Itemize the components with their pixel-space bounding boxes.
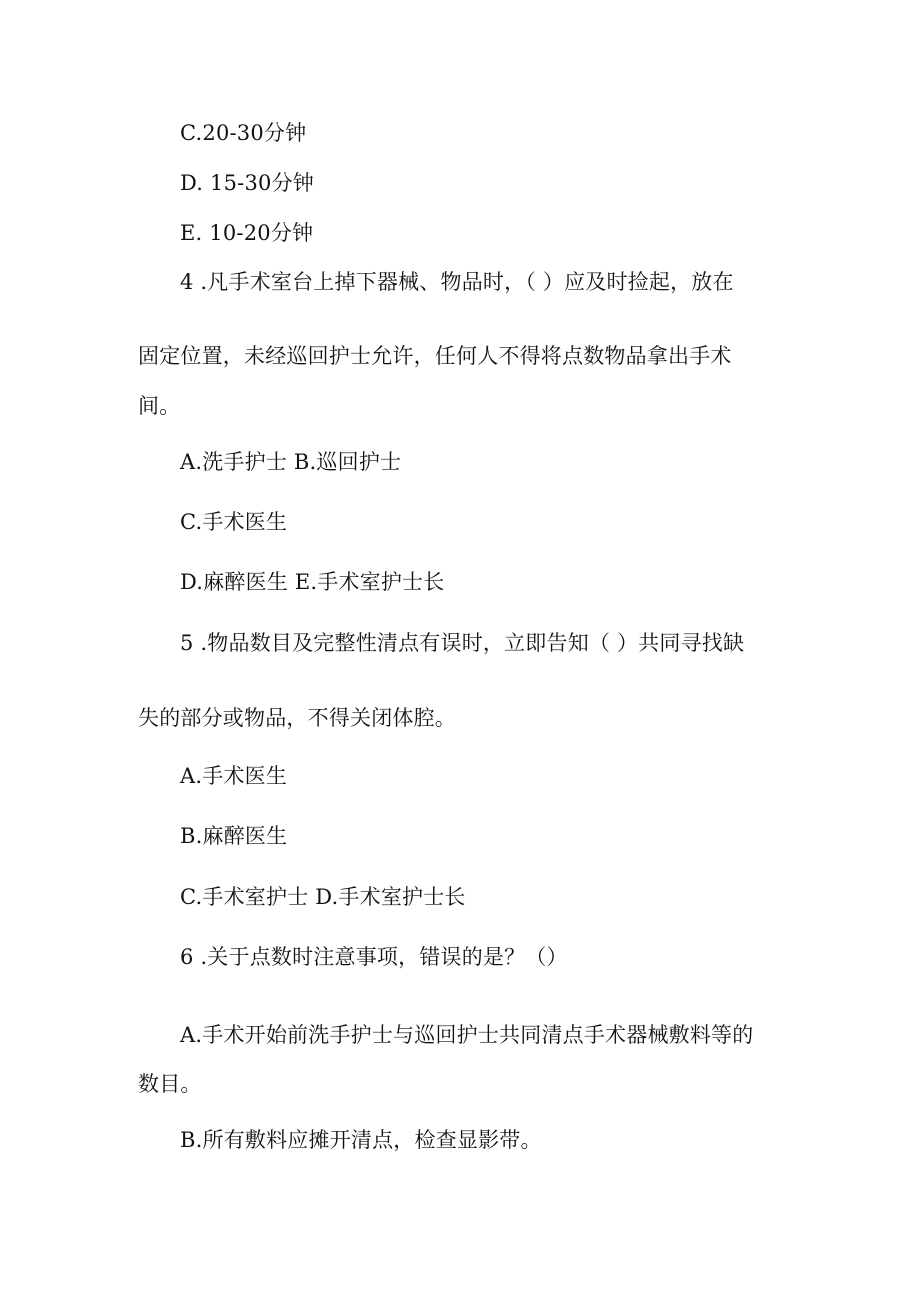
option-ab-q4: A.洗手护士 B.巡回护士	[180, 450, 402, 474]
option-b-q5: B.麻醉医生	[180, 824, 288, 848]
option-c-q4: C.手术医生	[180, 510, 288, 534]
question-4-line-1: 4 .凡手术室台上掉下器械、物品时，（ ）应及时捡起，放在	[180, 270, 734, 294]
option-d-q3: D. 15-30分钟	[180, 171, 314, 195]
option-c-q3: C.20-30分钟	[180, 121, 307, 145]
option-b-q6: B.所有敷料应摊开清点，检查显影带。	[180, 1128, 542, 1152]
option-a-q6-line-1: A.手术开始前洗手护士与巡回护士共同清点手术器械敷料等的	[180, 1023, 754, 1047]
question-4-line-2: 固定位置，未经巡回护士允许，任何人不得将点数物品拿出手术	[138, 344, 732, 368]
option-de-q4: D.麻醉医生 E.手术室护士长	[180, 570, 445, 594]
option-a-q6-line-2: 数目。	[138, 1072, 202, 1096]
option-cd-q5: C.手术室护士 D.手术室护士长	[180, 885, 466, 909]
option-e-q3: E. 10-20分钟	[180, 221, 314, 245]
question-4-line-3: 间。	[138, 394, 181, 418]
question-5-line-1: 5 .物品数目及完整性清点有误时，立即告知（ ）共同寻找缺	[180, 631, 745, 655]
question-6: 6 .关于点数时注意事项，错误的是？（）	[180, 945, 568, 969]
option-a-q5: A.手术医生	[180, 764, 288, 788]
question-5-line-2: 失的部分或物品，不得关闭体腔。	[138, 706, 456, 730]
